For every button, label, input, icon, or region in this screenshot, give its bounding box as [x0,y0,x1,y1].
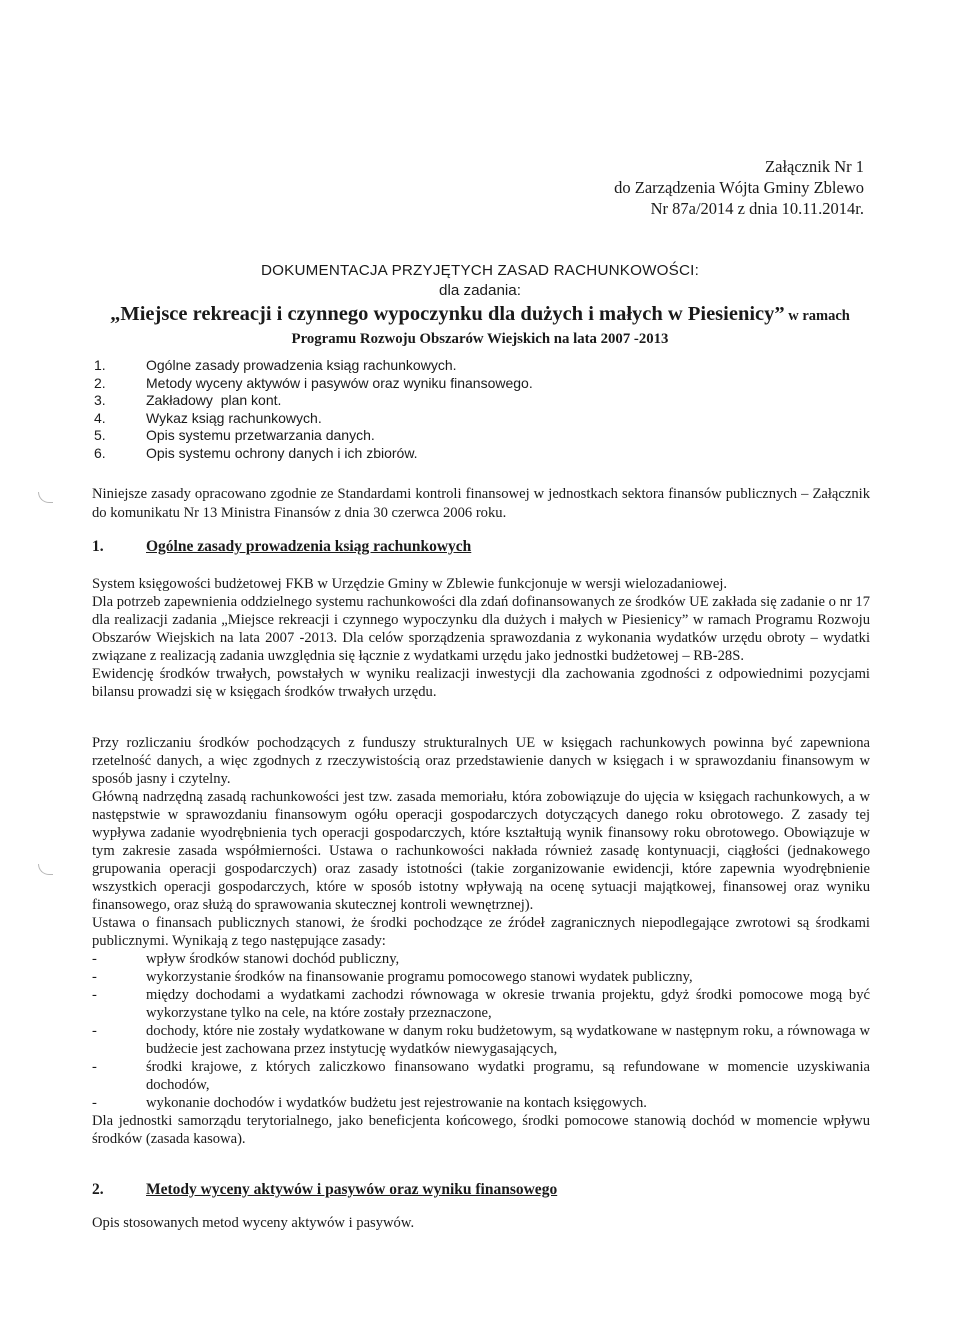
list-item-text: wykonanie dochodów i wydatków budżetu jest rejestrowanie na kontach księgowych. [146,1095,647,1111]
toc-text: Metody wyceny aktywów i pasywów oraz wyniku finansowego. [146,374,533,391]
annex-header [614,156,864,219]
list-item-text: dochody, które nie zostały wydatkowane w danym roku budżetowym, są wydatkowane w następnym roku, a równowaga w budżecie jest zachowana przez instytucję wydatków niewygasających, [146,1023,870,1057]
dash-bullet: - [92,951,97,967]
toc-text: Wykaz ksiąg rachunkowych. [146,409,322,426]
list-item-text: wpływ środków stanowi dochód publiczny, [146,951,400,967]
toc-item [94,427,533,445]
dash-bullet: - [92,969,97,985]
toc-item [94,410,533,428]
section-1-body-part-1 [92,575,870,701]
paragraph: Przy rozliczaniu środków pochodzących z funduszy strukturalnych UE w księgach rachunkowych powinna być zapewniona rzetelność danych, a więc zgodnych z rzeczywistością oraz przedstawienie danych w księgach i w sprawozdaniu finansowym w sposób jasny i czytelny. [92,735,870,787]
toc-text: Opis systemu przetwarzania danych. [146,427,375,443]
table-of-contents [94,357,533,462]
toc-number: 3. [94,392,106,408]
punch-hole-mark [38,864,53,875]
title-line-3-suffix: w ramach [784,308,850,324]
title-line-3 [90,301,870,329]
intro-paragraph: Niniejsze zasady opracowano zgodnie ze Standardami kontroli finansowej w jednostkach sektora finansów publicznych – Załącznik do komunikatu Nr 13 Ministra Finansów z dnia 30 czerwca 2006 roku. [92,486,870,521]
toc-number: 1. [94,357,106,373]
dash-bullet: - [92,1023,97,1039]
toc-item [94,392,533,410]
list-item [92,986,870,1022]
dash-bullet: - [92,1059,97,1075]
title-line-4: Programu Rozwoju Obszarów Wiejskich na lata 2007 -2013 [291,331,669,347]
list-item [92,1058,870,1094]
annex-line-3: Nr 87a/2014 z dnia 10.11.2014r. [650,199,864,218]
list-item [92,1022,870,1058]
list-item-text: wykorzystanie środków na finansowanie programu pomocowego stanowi wydatek publiczny, [146,969,693,985]
list-item [92,1094,870,1112]
list-item [92,950,870,968]
toc-item [94,445,533,463]
toc-number: 6. [94,444,106,461]
section-2-heading [92,1181,870,1199]
paragraph: Główną nadrzędną zasadą rachunkowości jest tzw. zasada memoriału, która zobowiązuje do ujęcia w księgach rachunkowych, a w następstwie w sprawozdaniu finansowym ogółu operacji gospodarczych dotyczących danego roku obrotowego. Z zasady tej wypływa zadanie wyodrębnienia tych operacji gospodarczych, które kształtują wynik finansowy roku obrotowego. Obowiązuje w tym zakresie zasada współmierności. Ustawa o rachunkowości nakłada również zasadę kontynuacji, ciągłości (jednakowego grupowania operacji gospodarczych) oraz zasady istotności (takie zorganizowanie ewidencji, które zapewnia wyodrębnienie wszystkich operacji gospodarczych, które w sposób istotny wpływają na ocenę sytuacji majątkowej, finansowej oraz wyniku finansowego, oraz służą do sprawowania skutecznej kontroli wewnętrznej). [92,789,870,913]
paragraph: Dla potrzeb zapewnienia oddzielnego systemu rachunkowości dla zdań dofinansowanych ze środków UE zakłada się zadanie o nr 17 dla realizacji zadania „Miejsce rekreacji i czynnego wypoczynku dla dużych i małych w Piesienicy” w ramach Programu Rozwoju Obszarów Wiejskich na lata 2007 -2013. Dla celów sporządzenia sprawozdania z wykonania wydatków urzędu obroty – wydatki związane z realizacją zadania uwzględnia się łącznie z wydatkami urzędu jako jednostki budżetowej – RB-28S. [92,594,870,664]
paragraph: System księgowości budżetowej FKB w Urzędzie Gminy w Zblewie funkcjonuje w wersji wielozadaniowej. [92,576,728,592]
annex-line-1: Załącznik Nr 1 [765,157,864,176]
toc-text: Ogólne zasady prowadzenia ksiąg rachunkowych. [146,357,457,373]
paragraph: Ustawa o finansach publicznych stanowi, że środki pochodzące ze źródeł zagranicznych niepodlegające zwrotowi są środkami publicznymi. Wynikają z tego następujące zasady: [92,915,870,949]
toc-item [94,357,533,375]
dash-bullet: - [92,1095,97,1111]
toc-number: 5. [94,427,106,443]
title-line-2: dla zadania: [439,282,521,299]
project-name: „Miejsce rekreacji i czynnego wypoczynku dla dużych i małych w Piesienicy” [110,303,785,325]
toc-text: Zakładowy plan kont. [146,392,282,408]
toc-item [94,375,533,393]
list-item-text: środki krajowe, z których zaliczkowo finansowano wydatki programu, są refundowane w momencie uzyskiwania dochodów, [146,1059,870,1093]
section-1-title: Ogólne zasady prowadzenia ksiąg rachunkowych [146,538,472,555]
toc-number: 2. [94,374,106,391]
annex-line-2: do Zarządzenia Wójta Gminy Zblewo [614,178,864,197]
toc-number: 4. [94,409,106,426]
paragraph: Ewidencję środków trwałych, powstałych w wyniku realizacji inwestycji dla zachowania zgodności z odpowiednimi pozycjami bilansu prowadzi się w księgach środków trwałych urzędu. [92,666,870,700]
list-item-text: między dochodami a wydatkami zachodzi równowaga w okresie trwania projektu, gdyż środki pomocowe mogą być wykorzystane tylko na cele, na które zostały przeznaczone, [146,987,870,1021]
section-2-paragraph: Opis stosowanych metod wyceny aktywów i pasywów. [92,1215,415,1231]
dash-bullet: - [92,987,97,1003]
section-1-body-part-2 [92,734,870,1148]
list-item [92,968,870,986]
paragraph: Dla jednostki samorządu terytorialnego, jako beneficjenta końcowego, środki pomocowe stanowią dochód w momencie wpływu środków (zasada kasowa). [92,1113,870,1147]
section-2-number: 2. [92,1181,104,1198]
section-2-title: Metody wyceny aktywów i pasywów oraz wyniku finansowego [146,1181,558,1198]
document-title [90,261,870,349]
toc-text: Opis systemu ochrony danych i ich zbiorów. [146,444,418,461]
section-1-number: 1. [92,538,104,555]
punch-hole-mark [38,492,53,503]
section-1-heading [92,538,870,556]
title-line-1: DOKUMENTACJA PRZYJĘTYCH ZASAD RACHUNKOWOŚCI: [260,262,700,279]
